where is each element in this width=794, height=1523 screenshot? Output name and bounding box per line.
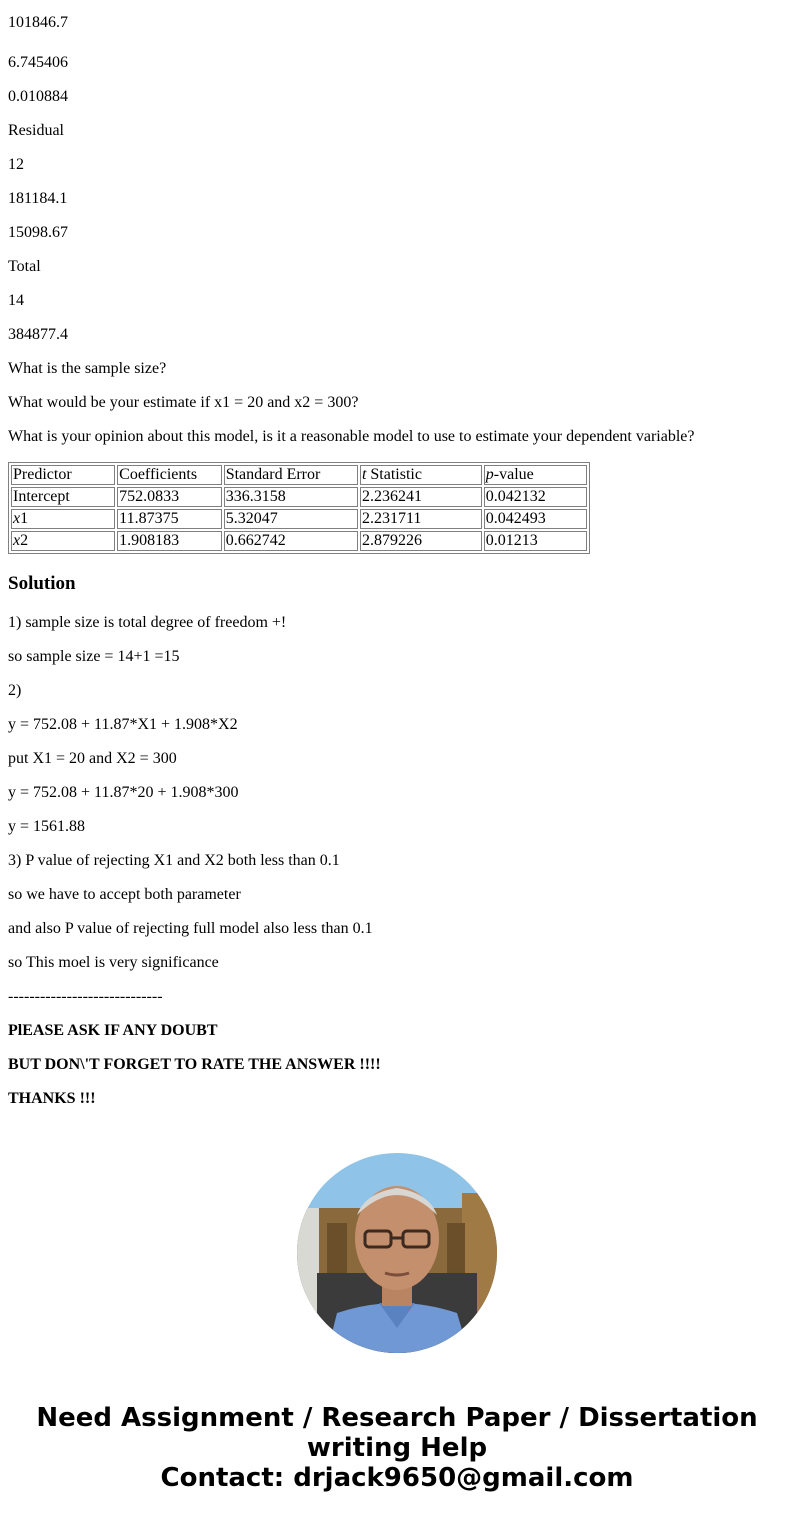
page-content [8,0,786,1116]
header-cell: Coefficients [117,465,222,485]
solution-line: 3) P value of rejecting X1 and X2 both less than 0.1 [8,852,340,869]
p-suffix: -value [493,466,534,483]
table-header-row [11,465,587,485]
footer-banner [0,1403,794,1493]
t-cell: 2.879226 [360,531,482,551]
anova-value: 15098.67 [8,224,68,241]
p-cell: 0.01213 [484,531,587,551]
avatar-portrait [297,1153,497,1353]
coef-cell: 11.87375 [117,509,222,529]
solution-line: 2) [8,682,22,699]
anova-value: 384877.4 [8,326,68,343]
header-cell: Predictor [11,465,115,485]
anova-value: 14 [8,292,24,309]
solution-line: 1) sample size is total degree of freedom +! [8,614,287,631]
anova-value: 12 [8,156,24,173]
t-suffix: Statistic [366,466,422,483]
predictor-cell: x2 [11,531,115,551]
coef-cell: 752.0833 [117,487,222,507]
t-italic: t [361,466,367,483]
closing-line: THANKS !!! [8,1090,96,1107]
solution-line: so This moel is very significance [8,954,219,971]
divider-line: ----------------------------- [8,988,163,1005]
header-cell [484,465,587,485]
closing-line: BUT DON\'T FORGET TO RATE THE ANSWER !!!! [8,1056,381,1073]
solution-line: y = 752.08 + 11.87*20 + 1.908*300 [8,784,239,801]
anova-value: Residual [8,122,64,139]
anova-value: Total [8,258,41,275]
question-estimate: What would be your estimate if x1 = 20 and x2 = 300? [8,394,359,411]
solution-line: put X1 = 20 and X2 = 300 [8,750,177,767]
coef-cell: 1.908183 [117,531,222,551]
solution-line: y = 1561.88 [8,818,86,835]
question-sample-size: What is the sample size? [8,360,167,377]
t-cell: 2.236241 [360,487,482,507]
solution-line: y = 752.08 + 11.87*X1 + 1.908*X2 [8,716,238,733]
t-cell: 2.231711 [360,509,482,529]
coefficients-table [8,462,590,554]
table-row [11,487,587,507]
footer-line: Need Assignment / Research Paper / Dissertation [36,1403,758,1433]
se-cell: 336.3158 [224,487,358,507]
question-opinion: What is your opinion about this model, is it a reasonable model to use to estimate your dependent variable? [8,428,695,445]
p-cell: 0.042493 [484,509,587,529]
closing-line: PlEASE ASK IF ANY DOUBT [8,1022,218,1039]
header-cell: Standard Error [224,465,358,485]
se-cell: 0.662742 [224,531,358,551]
table-row [11,509,587,529]
anova-value: 0.010884 [8,88,68,105]
p-cell: 0.042132 [484,487,587,507]
p-italic: p [485,466,494,483]
header-cell [360,465,482,485]
anova-value: 181184.1 [8,190,68,207]
predictor-cell: Intercept [11,487,115,507]
anova-value: 101846.7 [8,14,68,31]
solution-line: so we have to accept both parameter [8,886,241,903]
author-avatar [297,1153,497,1353]
se-cell: 5.32047 [224,509,358,529]
solution-heading: Solution [8,573,76,594]
table-row [11,531,587,551]
predictor-cell: x1 [11,509,115,529]
solution-line: and also P value of rejecting full model also less than 0.1 [8,920,373,937]
solution-body [8,606,786,1116]
anova-value: 6.745406 [8,54,68,71]
footer-contact: Contact: drjack9650@gmail.com [160,1463,634,1493]
solution-line: so sample size = 14+1 =15 [8,648,180,665]
footer-line: writing Help [306,1433,488,1463]
